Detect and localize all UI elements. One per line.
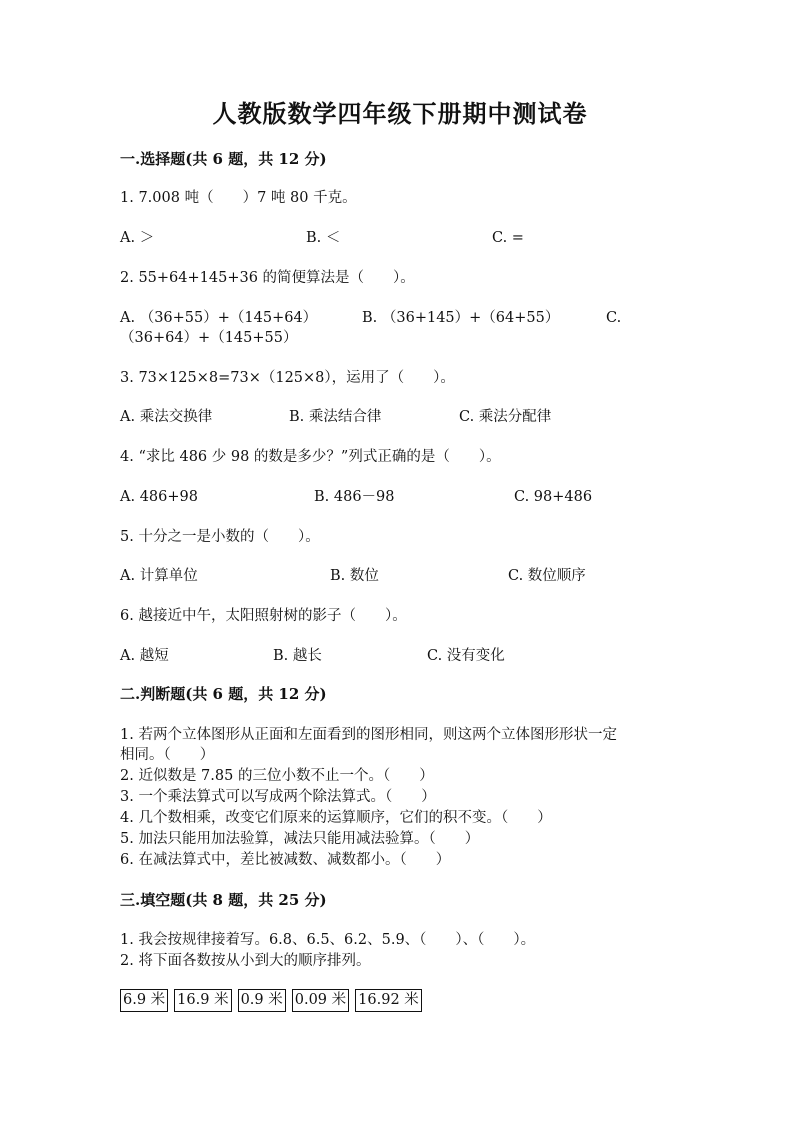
number-box: 16.9 米 xyxy=(174,989,231,1012)
section-heading-choice: 一.选择题(共 6 题，共 12 分) xyxy=(120,150,327,168)
option-b: B. 486－98 xyxy=(314,489,395,505)
option-b: B. 越长 xyxy=(273,648,322,664)
question-text: 2. 55+64+145+36 的简便算法是（ ）。 xyxy=(120,270,415,286)
section-heading-fill: 三.填空题(共 8 题，共 25 分) xyxy=(120,891,327,909)
judge-item: 相同。（ ） xyxy=(120,747,215,763)
number-box: 16.92 米 xyxy=(355,989,422,1012)
option-c: C. 没有变化 xyxy=(427,648,505,664)
option-b: B. （36+145）+（64+55） xyxy=(362,310,560,326)
option-c: C. 98+486 xyxy=(514,489,593,505)
option-b: B. ＜ xyxy=(306,230,341,246)
option-a: A. （36+55）+（145+64） xyxy=(120,310,318,326)
question-text: 1. 7.008 吨（ ）7 吨 80 千克。 xyxy=(120,190,357,206)
question-text: 5. 十分之一是小数的（ ）。 xyxy=(120,529,320,545)
question-text: 6. 越接近中午，太阳照射树的影子（ ）。 xyxy=(120,608,407,624)
number-box: 6.9 米 xyxy=(120,989,168,1012)
option-a: A. ＞ xyxy=(120,230,155,246)
question-text: 3. 73×125×8=73×（125×8），运用了（ ）。 xyxy=(120,370,455,386)
option-c-text: （36+64）+（145+55） xyxy=(120,330,298,346)
number-box: 0.09 米 xyxy=(292,989,349,1012)
option-b: B. 数位 xyxy=(330,568,379,584)
question-text: 4. “求比 486 少 98 的数是多少？”列式正确的是（ ）。 xyxy=(120,449,501,465)
number-boxes xyxy=(120,989,422,1012)
option-b: B. 乘法结合律 xyxy=(289,409,382,425)
option-c: C. xyxy=(606,310,622,326)
judge-item: 5. 加法只能用加法验算，减法只能用减法验算。（ ） xyxy=(120,831,480,847)
judge-item: 6. 在减法算式中，差比被减数、减数都小。（ ） xyxy=(120,852,451,868)
page-title: 人教版数学四年级下册期中测试卷 xyxy=(212,99,588,128)
judge-item: 1. 若两个立体图形从正面和左面看到的图形相同，则这两个立体图形形状一定 xyxy=(120,727,617,743)
option-a: A. 越短 xyxy=(120,648,169,664)
option-a: A. 计算单位 xyxy=(120,568,198,584)
fill-item: 2. 将下面各数按从小到大的顺序排列。 xyxy=(120,953,371,969)
option-a: A. 乘法交换律 xyxy=(120,409,213,425)
fill-item: 1. 我会按规律接着写。6.8、6.5、6.2、5.9、（ ）、（ ）。 xyxy=(120,932,536,948)
judge-item: 4. 几个数相乘，改变它们原来的运算顺序，它们的积不变。（ ） xyxy=(120,810,552,826)
option-c: C. 乘法分配律 xyxy=(459,409,552,425)
option-c: C. 数位顺序 xyxy=(508,568,586,584)
option-a: A. 486+98 xyxy=(120,489,198,505)
judge-item: 2. 近似数是 7.85 的三位小数不止一个。（ ） xyxy=(120,768,434,784)
number-box: 0.9 米 xyxy=(238,989,286,1012)
section-heading-judge: 二.判断题(共 6 题，共 12 分) xyxy=(120,685,327,703)
judge-item: 3. 一个乘法算式可以写成两个除法算式。（ ） xyxy=(120,789,436,805)
option-c: C. = xyxy=(492,230,524,246)
